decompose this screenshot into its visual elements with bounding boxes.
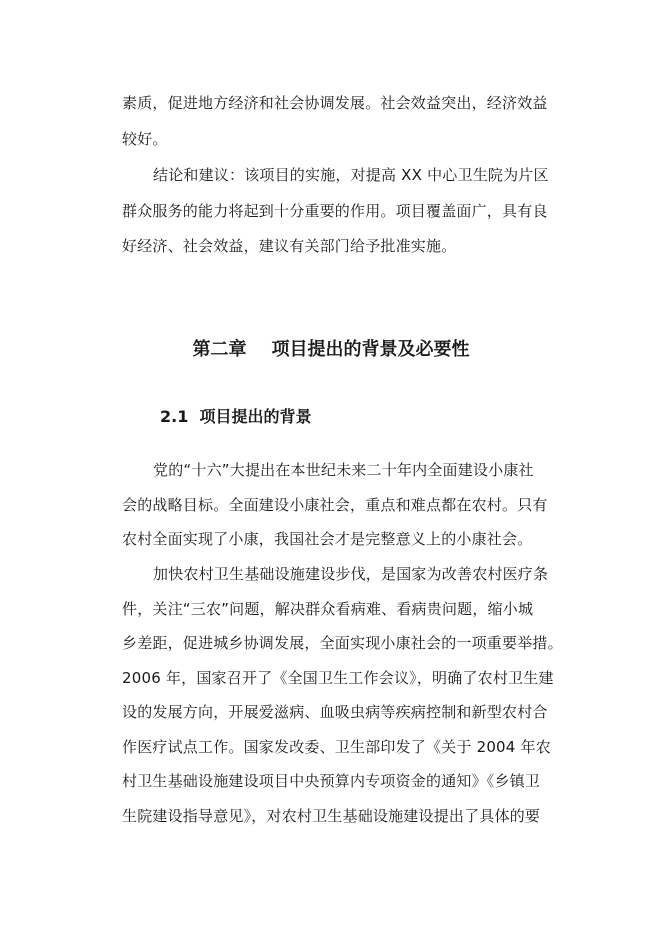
paragraph-4-line-2: 件，关注“三农”问题，解决群众看病难、看病贵问题，缩小城 [122,600,534,618]
paragraph-2-line-1: 结论和建议：该项目的实施，对提高 XX 中心卫生院为片区 [153,166,549,184]
paragraph-1-line-2: 较好。 [122,130,168,148]
paragraph-4-line-1: 加快农村卫生基础设施建设步伐，是国家为改善农村医疗条 [153,565,549,583]
paragraph-2-line-2: 群众服务的能力将起到十分重要的作用。项目覆盖面广，具有良 [122,202,548,220]
paragraph-4-line-8: 生院建设指导意见》，对农村卫生基础设施建设提出了具体的要 [122,807,541,825]
paragraph-4-line-7: 村卫生基础设施建设项目中央预算内专项资金的通知》《乡镇卫 [122,772,541,790]
paragraph-4-line-6: 作医疗试点工作。国家发改委、卫生部印发了《关于 2004 年农 [122,738,551,756]
paragraph-2-line-3: 好经济、社会效益，建议有关部门给予批准实施。 [122,237,457,255]
section-title: 2.1 项目提出的背景 [160,407,312,426]
paragraph-4-line-5: 设的发展方向，开展爱滋病、血吸虫病等疾病控制和新型农村合 [122,703,548,721]
paragraph-1-line-1: 素质，促进地方经济和社会协调发展。社会效益突出，经济效益 [122,94,548,112]
paragraph-4-line-3: 乡差距，促进城乡协调发展，全面实现小康社会的一项重要举措。 [122,634,563,652]
chapter-title: 第二章 项目提出的背景及必要性 [192,339,470,360]
paragraph-3-line-2: 会的战略目标。全面建设小康社会，重点和难点都在农村。只有 [122,496,548,514]
paragraph-4-line-4: 2006 年，国家召开了《全国卫生工作会议》，明确了农村卫生建 [122,669,554,687]
paragraph-3-line-3: 农村全面实现了小康，我国社会才是完整意义上的小康社会。 [122,530,533,548]
paragraph-3-line-1: 党的“十六”大提出在本世纪未来二十年内全面建设小康社 [153,461,534,479]
